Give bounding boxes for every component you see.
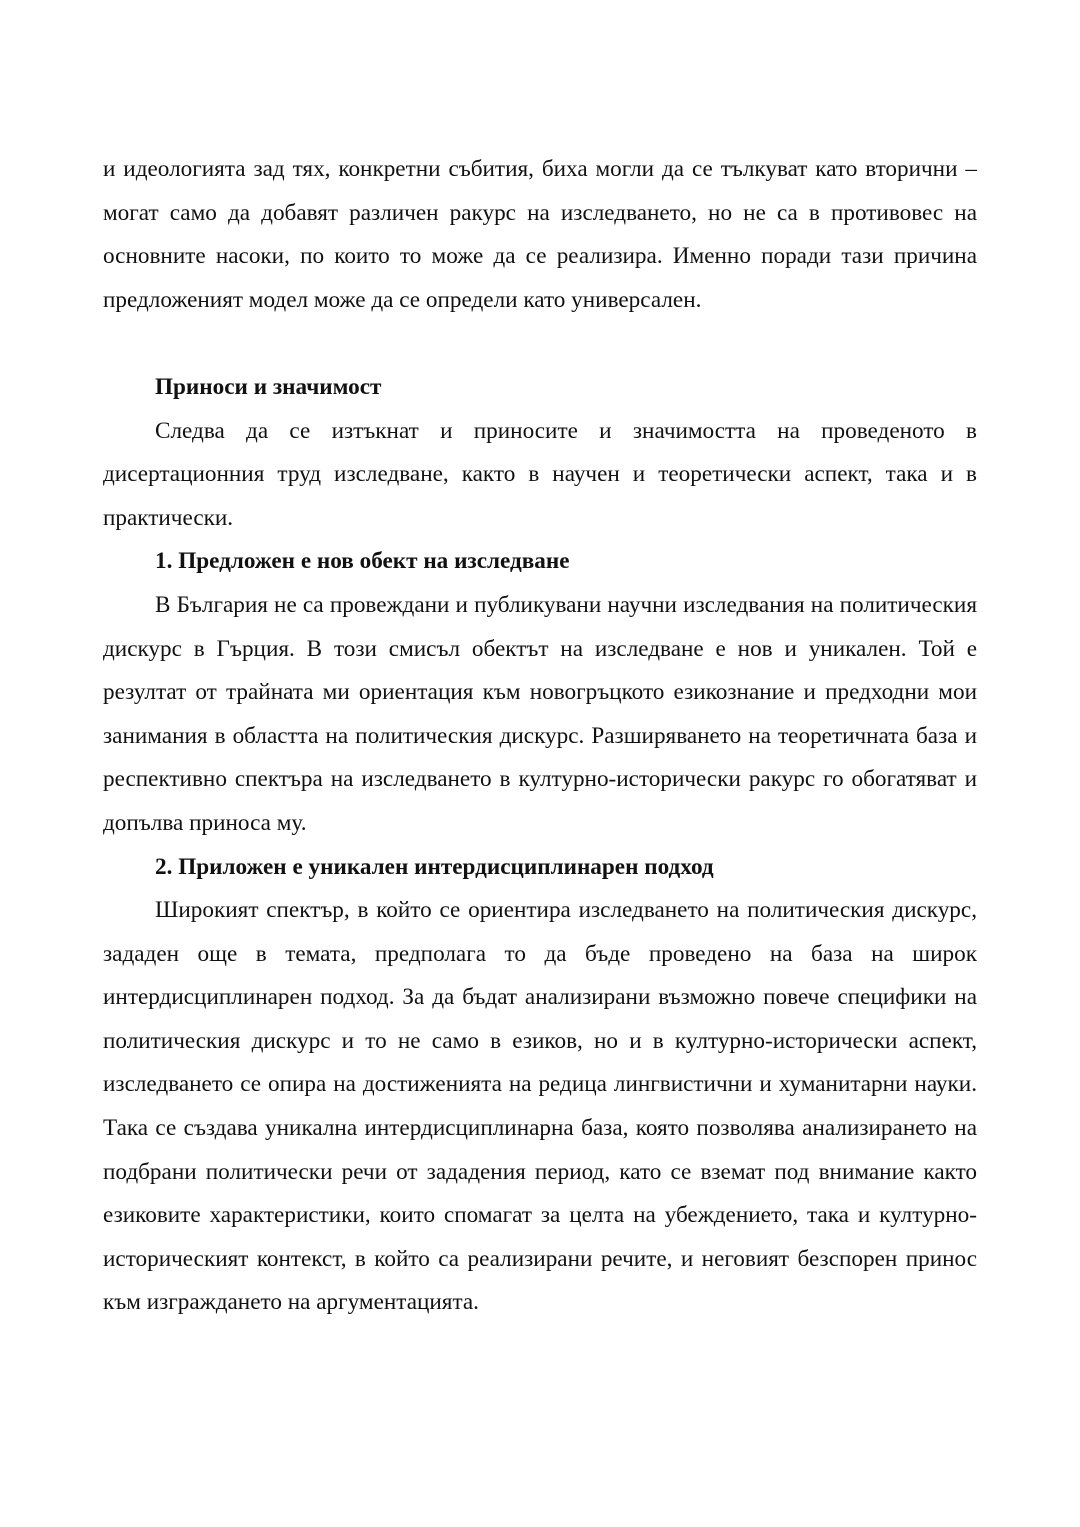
document-page — [103, 148, 977, 1325]
contribution-1-text: В България не са провеждани и публикувани научни изследвания на политическия дискурс в Гърция. В този смисъл обектът на изследване е нов и уникален. Той е резултат от трайната ми ориентация към новогръцкото езикознание и предходни мои занимания в областта на политическия дискурс. Разширяването на теоретичната база и респективно спектъра на изследването в културно-исторически ракурс го обогатяват и допълва приноса му. — [103, 591, 977, 836]
contribution-1-title: 1. Предложен е нов обект на изследване — [155, 548, 570, 575]
section-gap — [103, 322, 977, 366]
contribution-2-title: 2. Приложен е уникален интердисциплинарен подход — [155, 853, 714, 880]
contribution-2-text: Широкият спектър, в който се ориентира изследването на политическия дискурс, зададен още в темата, предполага то да бъде проведено на база на широк интердисциплинарен подход. За да бъдат анализирани възможно повече специфики на политическия дискурс и то не само в езиков, но и в културно-исторически аспект, изследването се опира на достиженията на редица лингвистични и хуманитарни науки. Така се създава уникална интердисциплинарна база, която позволява анализирането на подбрани политически речи от зададения период, като се вземат под внимание както езиковите характеристики, които спомагат за целта на убеждението, така и културно-историческият контекст, в който са реализирани речите, и неговият безспорен принос към изграждането на аргументацията. — [103, 897, 977, 1316]
section-intro-paragraph: Следва да се изтъкнат и приносите и значимостта на проведеното в дисертационния труд изследване, както в научен и теоретически аспект, така и в практически. — [103, 417, 977, 531]
section-title: Приноси и значимост — [155, 373, 382, 400]
intro-paragraph: и идеологията зад тях, конкретни събития, биха могли да се тълкуват като вторични – могат само да добавят различен ракурс на изследването, но не са в противовес на основните насоки, по които то може да се реализира. Именно поради тази причина предложеният модел може да се определи като универсален. — [103, 156, 977, 313]
